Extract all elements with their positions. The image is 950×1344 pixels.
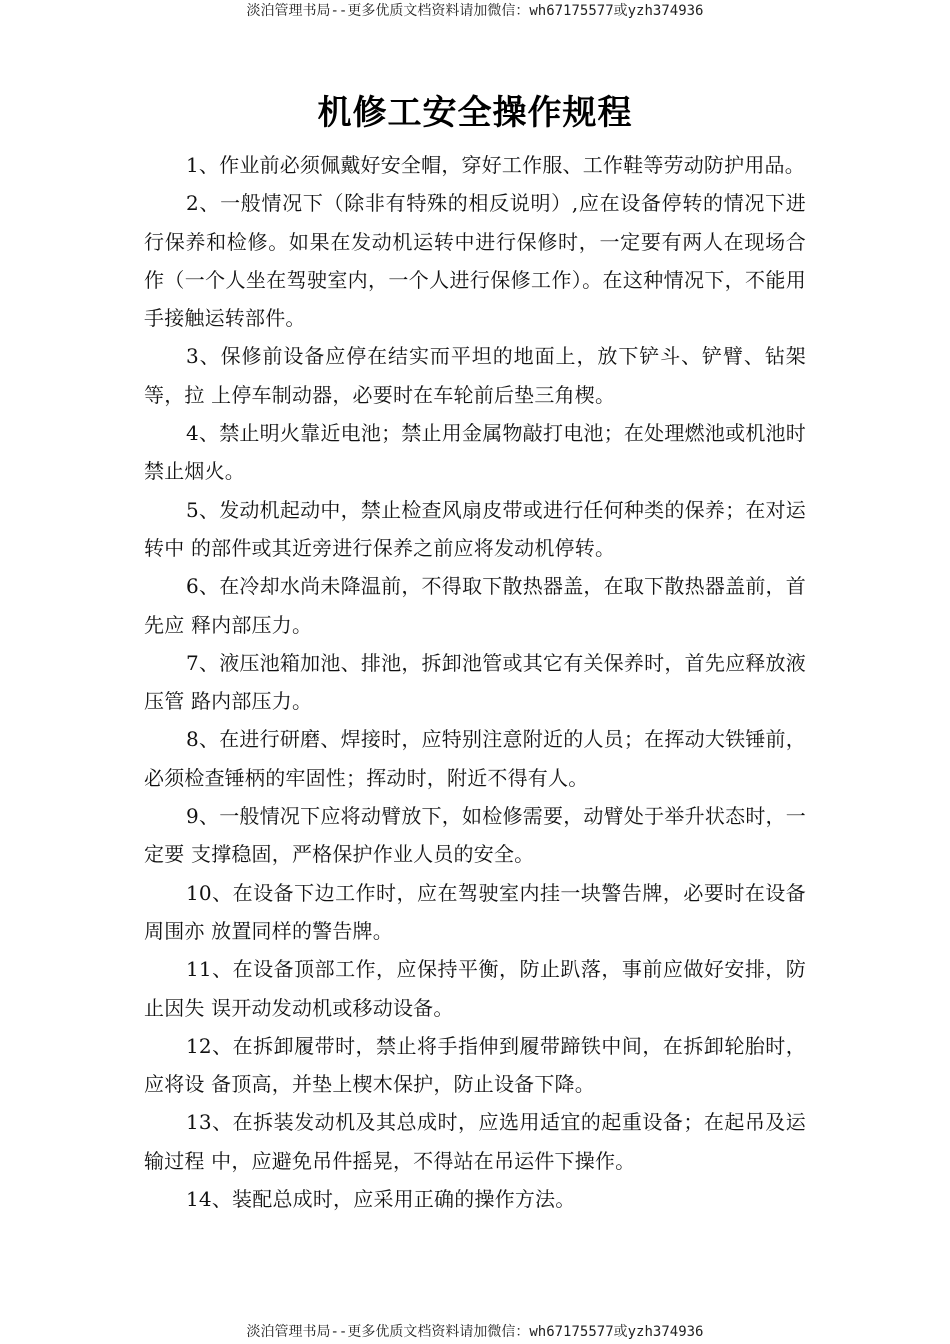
rule-item-9: 9、一般情况下应将动臂放下，如检修需要，动臂处于举升状态时，一定要 支撑稳固，严格保护作业人员的安全。: [144, 804, 806, 867]
rule-item-5: 5、发动机起动中，禁止检查风扇皮带或进行任何种类的保养；在对运转中 的部件或其近旁进行保养之前应将发动机停转。: [144, 497, 806, 560]
footer-note: 淡泊管理书局--更多优质文档资料请加微信：wh67175577或yzh374936: [246, 1324, 704, 1340]
rule-item-11: 11、在设备顶部工作，应保持平衡，防止趴落，事前应做好安排，防止因失 误开动发动机或移动设备。: [144, 957, 806, 1020]
rule-item-12: 12、在拆卸履带时，禁止将手指伸到履带蹄铁中间，在拆卸轮胎时，应将设 备顶高，并垫上楔木保护，防止设备下降。: [144, 1033, 806, 1097]
rule-item-10: 10、在设备下边工作时，应在驾驶室内挂一块警告牌，必要时在设备周围亦 放置同样的警告牌。: [144, 880, 806, 943]
rule-item-7: 7、液压池箱加池、排池，拆卸池管或其它有关保养时，首先应释放液压管 路内部压力。: [144, 650, 806, 714]
rule-item-3: 3、保修前设备应停在结实而平坦的地面上，放下铲斗、铲臂、钻架等，拉 上停车制动器，必要时在车轮前后垫三角楔。: [144, 344, 806, 407]
rule-item-8: 8、在进行研磨、焊接时，应特别注意附近的人员；在挥动大铁锤前，必须检查锤柄的牢固性；挥动时，附近不得有人。: [144, 727, 806, 790]
rule-item-13: 13、在拆装发动机及其总成时，应选用适宜的起重设备；在起吊及运输过程 中，应避免吊件摇晃，不得站在吊运件下操作。: [144, 1110, 806, 1173]
rule-item-14: 14、装配总成时，应采用正确的操作方法。: [186, 1187, 576, 1212]
rule-item-6: 6、在冷却水尚未降温前，不得取下散热器盖，在取下散热器盖前，首先应 释内部压力。: [144, 574, 806, 637]
document-title: 机修工安全操作规程: [317, 93, 633, 133]
document-body: [144, 146, 806, 1218]
rule-item-4: 4、禁止明火靠近电池；禁止用金属物敲打电池；在处理燃池或机池时禁止烟火。: [144, 421, 806, 484]
header-note: 淡泊管理书局--更多优质文档资料请加微信：wh67175577或yzh374936: [246, 3, 704, 19]
rule-item-1: 1、作业前必须佩戴好安全帽，穿好工作服、工作鞋等劳动防护用品。: [186, 153, 805, 177]
rule-item-2: 2、一般情况下（除非有特殊的相反说明）,应在设备停转的情况下进行保养和检修。如果在发动机运转中进行保修时，一定要有两人在现场合作（一个人坐在驾驶室内，一个人进行保修工作）。在这种情况下，不能用手接触运转部件。: [144, 191, 806, 331]
